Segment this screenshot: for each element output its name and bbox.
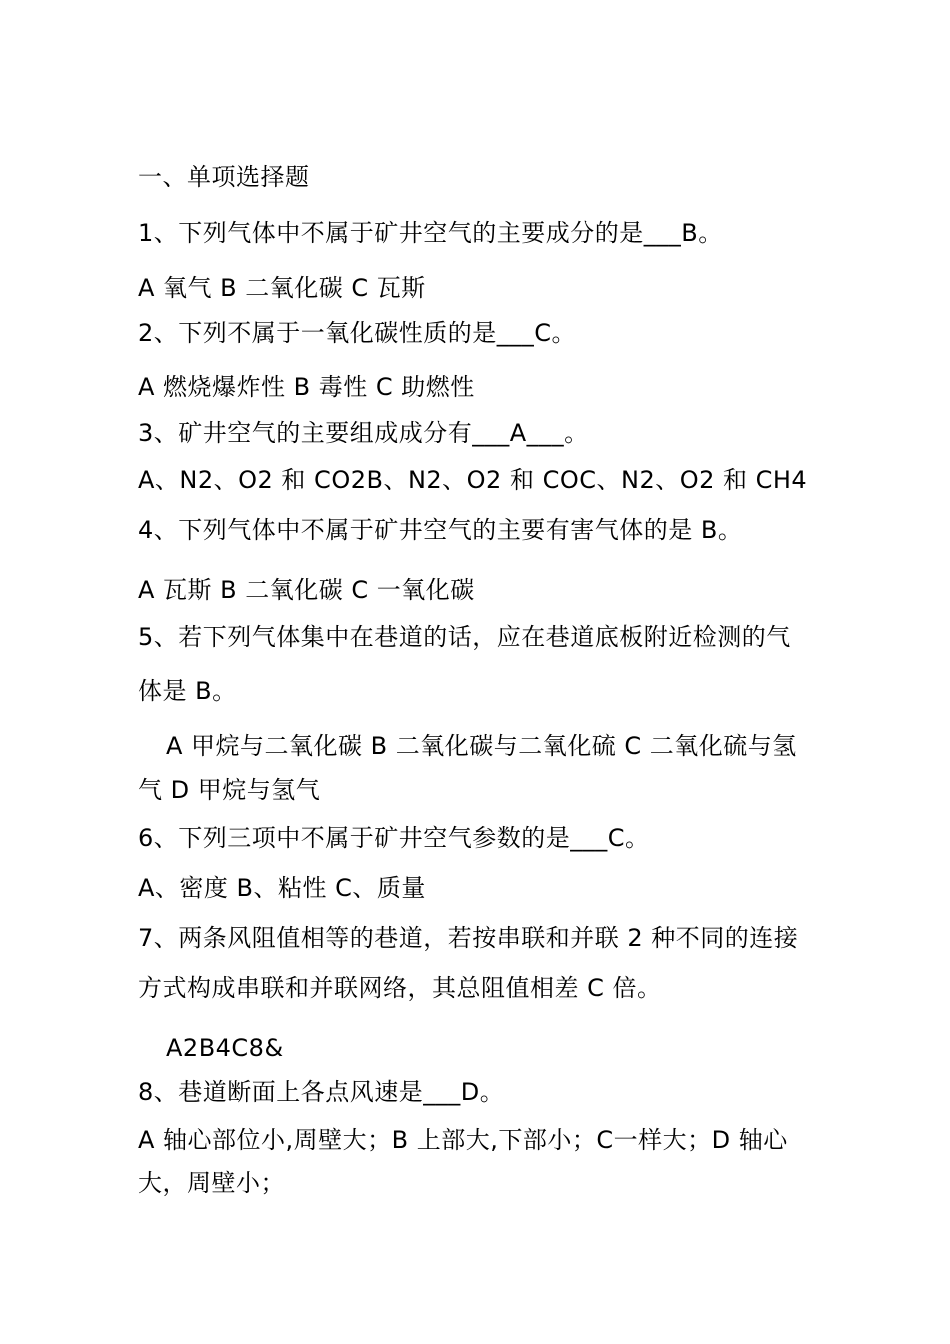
question-3-options: A、N2、O2 和 CO2B、N2、O2 和 COC、N2、O2 和 CH4 [138,466,808,494]
question-7-stem-line-1: 7、两条风阻值相等的巷道，若按串联和并联 2 种不同的连接 [138,924,799,952]
question-4-options: A 瓦斯 B 二氧化碳 C 一氧化碳 [138,576,475,604]
question-2-options: A 燃烧爆炸性 B 毒性 C 助燃性 [138,373,475,401]
question-5-stem-line-1: 5、若下列气体集中在巷道的话，应在巷道底板附近检测的气 [138,623,791,651]
question-3-stem: 3、矿井空气的主要组成成分有___A___。 [138,419,589,447]
question-8-options-line-2: 大，周壁小； [138,1169,285,1197]
question-8-options-line-1: A 轴心部位小,周壁大；B 上部大,下部小；C一样大；D 轴心 [138,1126,788,1154]
question-4-stem: 4、下列气体中不属于矿井空气的主要有害气体的是 B。 [138,516,743,544]
question-6-options: A、密度 B、粘性 C、质量 [138,874,426,902]
question-8-stem: 8、巷道断面上各点风速是___D。 [138,1078,505,1106]
question-5-options-line-1: A 甲烷与二氧化碳 B 二氧化碳与二氧化硫 C 二氧化硫与氢 [166,732,797,760]
section-title: 一、单项选择题 [138,163,310,191]
question-2-stem: 2、下列不属于一氧化碳性质的是___C。 [138,319,577,347]
question-5-stem-line-2: 体是 B。 [138,677,237,705]
question-7-options: A2B4C8& [166,1034,284,1062]
question-1-stem: 1、下列气体中不属于矿井空气的主要成分的是___B。 [138,219,723,247]
question-1-options: A 氧气 B 二氧化碳 C 瓦斯 [138,274,426,302]
question-6-stem: 6、下列三项中不属于矿井空气参数的是___C。 [138,824,650,852]
question-7-stem-line-2: 方式构成串联和并联网络，其总阻值相差 C 倍。 [138,974,662,1002]
question-5-options-line-2: 气 D 甲烷与氢气 [138,776,321,804]
